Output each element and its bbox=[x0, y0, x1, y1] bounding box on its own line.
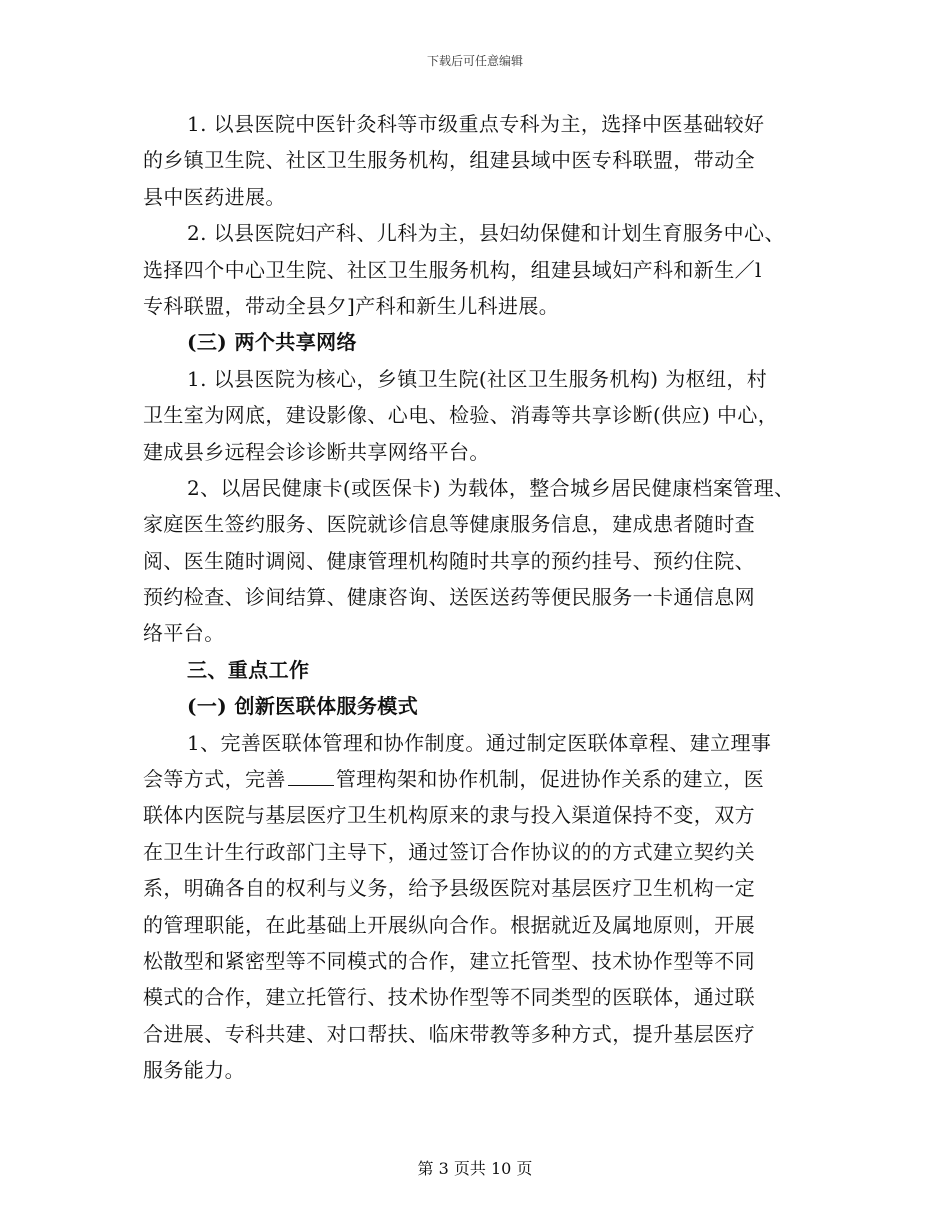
fill-in-blank bbox=[288, 767, 334, 786]
paragraph-line: 预约检查、诊间结算、健康咨询、送医送药等便民服务一卡通信息网 bbox=[143, 585, 755, 610]
paragraph-line: 联体内医院与基层医疗卫生机构原来的隶与投入渠道保持不变，双方 bbox=[143, 803, 755, 828]
paragraph-line: 阅、医生随时调阅、健康管理机构随时共享的预约挂号、预约住院、 bbox=[143, 548, 755, 573]
paragraph-line: 在卫生计生行政部门主导下，通过签订合作协议的的方式建立契约关 bbox=[143, 839, 755, 864]
paragraph-line: 合进展、专科共建、对口帮扶、临床带教等多种方式，提升基层医疗 bbox=[143, 1021, 755, 1046]
subsection-heading: (一) 创新医联体服务模式 bbox=[187, 694, 419, 719]
paragraph-line: 1. 以县医院为核心，乡镇卫生院(社区卫生服务机构) 为枢纽，村 bbox=[187, 366, 768, 391]
paragraph-line: 系，明确各自的权利与义务，给予县级医院对基层医疗卫生机构一定 bbox=[143, 876, 755, 901]
paragraph-line: 专科联盟，带动全县夕]产科和新生儿科进展。 bbox=[143, 293, 560, 318]
text-fragment: 会等方式，完善 bbox=[143, 767, 286, 792]
paragraph-line: 卫生室为网底，建设影像、心电、检验、消毒等共享诊断(供应) 中心， bbox=[143, 403, 779, 428]
paragraph-line: 服务能力。 bbox=[143, 1058, 245, 1083]
paragraph-line: 建成县乡远程会诊诊断共享网络平台。 bbox=[143, 439, 490, 464]
paragraph-line: 的管理职能，在此基础上开展纵向合作。根据就近及属地原则，开展 bbox=[143, 912, 755, 937]
section-heading: 三、重点工作 bbox=[187, 657, 310, 682]
paragraph-line: 1. 以县医院中医针灸科等市级重点专科为主，选择中医基础较好 bbox=[187, 112, 765, 136]
paragraph-line: 家庭医生签约服务、医院就诊信息等健康服务信息，建成患者随时查 bbox=[143, 512, 755, 537]
paragraph-line: 2. 以县医院妇产科、儿科为主，县妇幼保健和计划生育服务中心、 bbox=[187, 221, 785, 246]
paragraph-line: 县中医药进展。 bbox=[143, 184, 286, 209]
header-note: 下载后可任意编辑 bbox=[426, 54, 523, 68]
paragraph-line: 1、完善医联体管理和协作制度。通过制定医联体章程、建立理事 bbox=[187, 730, 772, 755]
page-number: 第 3 页共 10 页 bbox=[417, 1159, 533, 1178]
paragraph-line: 2、以居民健康卡(或医保卡) 为载体，整合城乡居民健康档案管理、 bbox=[187, 475, 795, 500]
paragraph-line bbox=[143, 761, 813, 797]
paragraph-line: 络平台。 bbox=[143, 621, 225, 646]
text-fragment: 管理构架和协作机制，促进协作关系的建立，医 bbox=[335, 767, 765, 792]
paragraph-line: 的乡镇卫生院、社区卫生服务机构，组建县域中医专科联盟，带动全 bbox=[143, 148, 755, 173]
paragraph-line: 模式的合作，建立托管行、技术协作型等不同类型的医联体，通过联 bbox=[143, 985, 755, 1010]
document-body bbox=[143, 106, 813, 1089]
subsection-heading: (三) 两个共享网络 bbox=[187, 330, 357, 355]
paragraph-line: 选择四个中心卫生院、社区卫生服务机构，组建县域妇产科和新生／l bbox=[143, 257, 762, 282]
paragraph-line: 松散型和紧密型等不同模式的合作，建立托管型、技术协作型等不同 bbox=[143, 948, 755, 973]
